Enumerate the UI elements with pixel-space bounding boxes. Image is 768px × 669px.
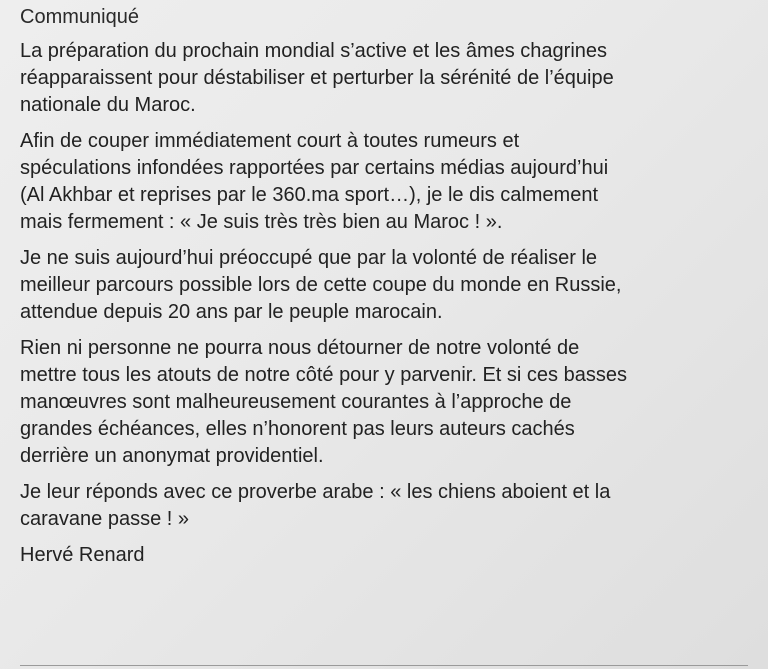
paragraph-line: Je ne suis aujourd’hui préoccupé que par la volonté de réaliser le — [20, 247, 598, 269]
paragraph-line: réapparaissent pour déstabiliser et perturber la sérénité de l’équipe — [20, 67, 614, 89]
bottom-divider — [20, 665, 748, 666]
paragraph-2 — [20, 128, 760, 236]
paragraph-line: meilleur parcours possible lors de cette coupe du monde en Russie, — [20, 274, 622, 296]
signature: Hervé Renard — [20, 544, 145, 566]
paragraph-line: mais fermement : « Je suis très très bien au Maroc ! ». — [20, 211, 503, 233]
paragraph-5 — [20, 479, 760, 533]
paragraph-line: Je leur réponds avec ce proverbe arabe : « les chiens aboient et la — [20, 481, 611, 503]
paragraph-line: (Al Akhbar et reprises par le 360.ma sport…), je le dis calmement — [20, 184, 599, 206]
paragraph-line: Rien ni personne ne pourra nous détourner de notre volonté de — [20, 337, 580, 359]
document-title: Communiqué — [20, 6, 139, 28]
paragraph-line: spéculations infondées rapportées par certains médias aujourd’hui — [20, 157, 609, 179]
paragraph-line: nationale du Maroc. — [20, 94, 196, 116]
paragraph-line: derrière un anonymat providentiel. — [20, 445, 324, 467]
paragraph-line: manœuvres sont malheureusement courantes à l’approche de — [20, 391, 572, 413]
paragraph-line: mettre tous les atouts de notre côté pour y parvenir. Et si ces basses — [20, 364, 627, 386]
paragraph-4 — [20, 335, 760, 470]
paragraph-3 — [20, 245, 760, 326]
paragraph-line: caravane passe ! » — [20, 508, 189, 530]
paragraph-line: grandes échéances, elles n’honorent pas leurs auteurs cachés — [20, 418, 575, 440]
communique-document — [20, 4, 760, 569]
paragraph-1 — [20, 38, 760, 119]
paragraph-line: attendue depuis 20 ans par le peuple marocain. — [20, 301, 443, 323]
paragraph-line: Afin de couper immédiatement court à toutes rumeurs et — [20, 130, 520, 152]
paragraph-line: La préparation du prochain mondial s’active et les âmes chagrines — [20, 40, 608, 62]
